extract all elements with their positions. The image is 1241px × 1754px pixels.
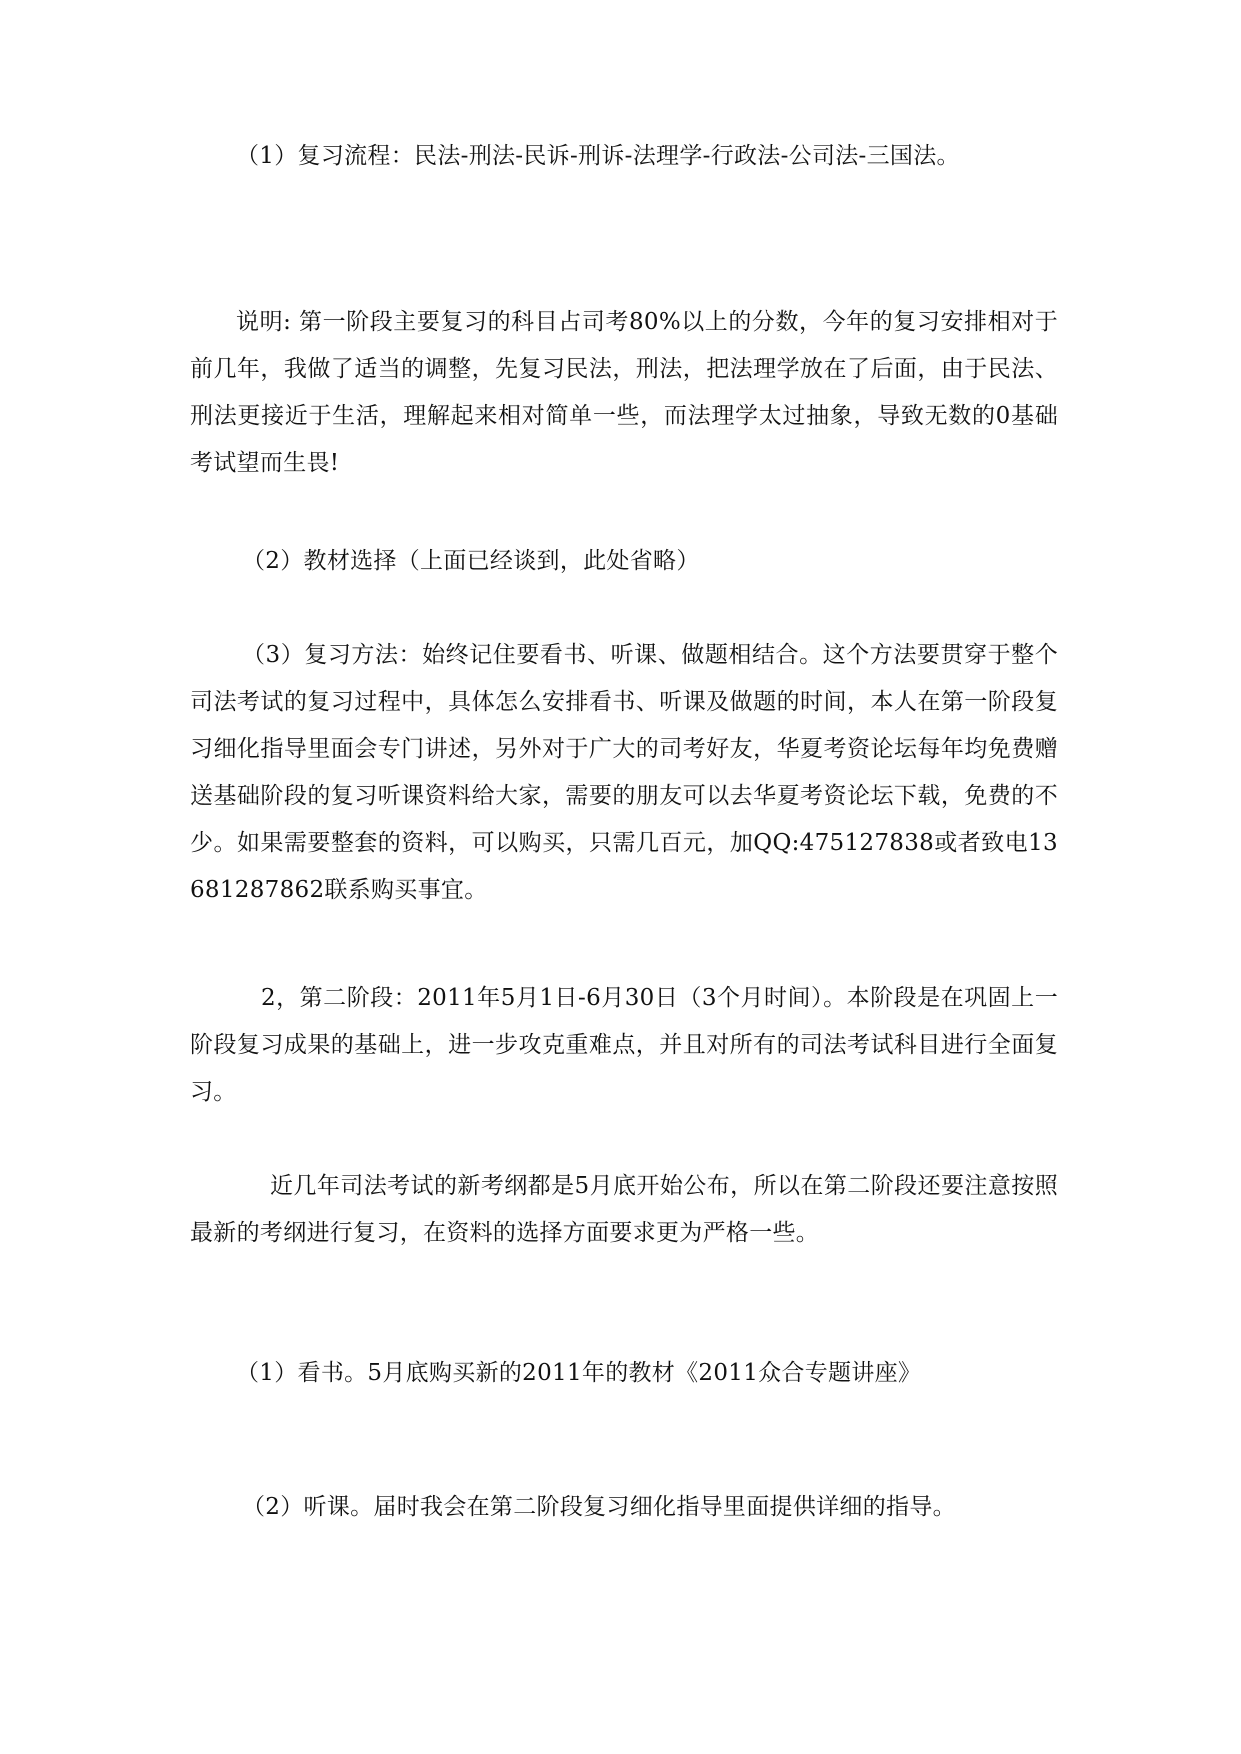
paragraph-review-process: （1）复习流程：民法-刑法-民诉-刑诉-法理学-行政法-公司法-三国法。 — [236, 143, 960, 169]
paragraph-syllabus-note: 近几年司法考试的新考纲都是5月底开始公布，所以在第二阶段还要注意按照最新的考纲进行复习，在资料的选择方面要求更为严格一些。 — [190, 1173, 1058, 1246]
paragraph-lectures: （2）听课。届时我会在第二阶段复习细化指导里面提供详细的指导。 — [242, 1494, 956, 1520]
paragraph-explanation: 说明: 第一阶段主要复习的科目占司考80%以上的分数，今年的复习安排相对于前几年，我做了适当的调整，先复习民法，刑法，把法理学放在了后面，由于民法、刑法更接近于生活，理解起来相对简单一些，而法理学太过抽象，导致无数的0基础考试望而生畏! — [190, 309, 1058, 476]
paragraph-review-method: （3）复习方法：始终记住要看书、听课、做题相结合。这个方法要贯穿于整个司法考试的复习过程中，具体怎么安排看书、听课及做题的时间，本人在第一阶段复习细化指导里面会专门讲述，另外对于广大的司考好友，华夏考资论坛每年均免费赠送基础阶段的复习听课资料给大家，需要的朋友可以去华夏考资论坛下载，免费的不少。如果需要整套的资料，可以购买，只需几百元，加QQ:475127838或者致电13681287862联系购买事宜。 — [190, 642, 1058, 903]
paragraph-second-stage: 2，第二阶段：2011年5月1日-6月30日（3个月时间）。本阶段是在巩固上一阶段复习成果的基础上，进一步攻克重难点，并且对所有的司法考试科目进行全面复习。 — [190, 985, 1058, 1105]
paragraph-reading: （1）看书。5月底购买新的2011年的教材《2011众合专题讲座》 — [236, 1360, 922, 1386]
paragraph-textbook-choice: （2）教材选择（上面已经谈到，此处省略） — [242, 548, 700, 574]
